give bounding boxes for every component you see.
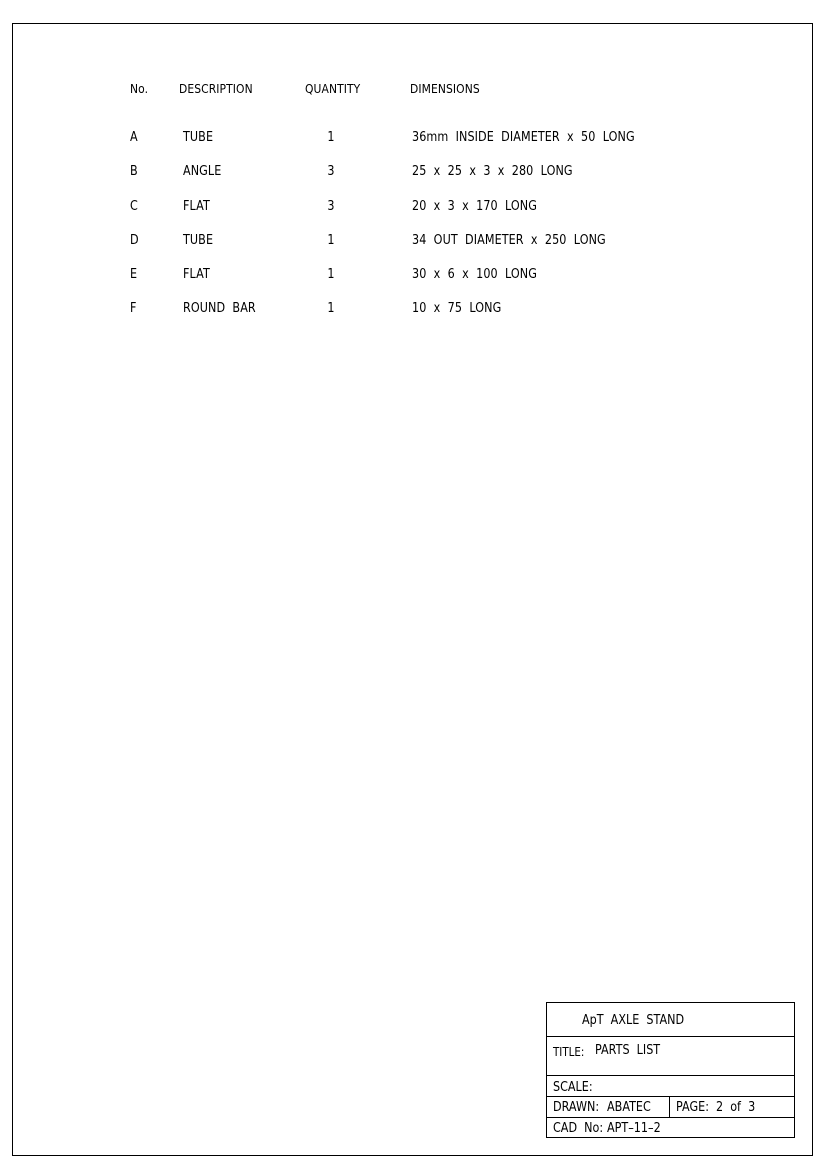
row-a-quantity: 1 (327, 130, 335, 145)
row-c-dimensions: 20 x 3 x 170 LONG (412, 199, 538, 214)
row-d-dimensions: 34 OUT DIAMETER x 250 LONG (412, 233, 606, 248)
page-value: 2 of 3 (716, 1100, 756, 1115)
header-dimensions: DIMENSIONS (410, 81, 480, 96)
row-a-description: TUBE (183, 130, 214, 145)
header-no: No. (130, 81, 149, 96)
row-f-description: ROUND BAR (183, 301, 256, 316)
row-f-quantity: 1 (327, 301, 335, 316)
title-block-divider (547, 1096, 794, 1097)
row-a-no: A (130, 130, 138, 145)
drawing-border (12, 23, 813, 1156)
row-e-quantity: 1 (327, 267, 335, 282)
header-description: DESCRIPTION (179, 81, 253, 96)
row-b-no: B (130, 164, 138, 179)
title-block-divider (547, 1036, 794, 1037)
drawn-value: ABATEC (607, 1100, 651, 1115)
title-label: TITLE: (553, 1045, 585, 1059)
scale-label: SCALE: (553, 1080, 593, 1095)
row-e-description: FLAT (183, 267, 210, 282)
row-c-quantity: 3 (327, 199, 335, 214)
row-f-no: F (130, 301, 137, 316)
row-c-description: FLAT (183, 199, 210, 214)
row-f-dimensions: 10 x 75 LONG (412, 301, 502, 316)
row-d-quantity: 1 (327, 233, 335, 248)
row-d-no: D (130, 233, 139, 248)
row-e-no: E (130, 267, 138, 282)
title-block-divider (547, 1117, 794, 1118)
row-e-dimensions: 30 x 6 x 100 LONG (412, 267, 538, 282)
cad-label: CAD No: (553, 1121, 604, 1136)
title-value: PARTS LIST (595, 1043, 661, 1058)
row-d-description: TUBE (183, 233, 214, 248)
row-b-description: ANGLE (183, 164, 222, 179)
page-label: PAGE: (676, 1100, 709, 1115)
title-block (546, 1002, 795, 1138)
project-name: ApT AXLE STAND (582, 1013, 685, 1028)
drawn-label: DRAWN: (553, 1100, 600, 1115)
row-b-dimensions: 25 x 25 x 3 x 280 LONG (412, 164, 573, 179)
title-block-divider (547, 1075, 794, 1076)
header-quantity: QUANTITY (305, 81, 361, 96)
row-c-no: C (130, 199, 138, 214)
row-b-quantity: 3 (327, 164, 335, 179)
title-block-column-divider (669, 1096, 670, 1117)
cad-value: APT–11–2 (607, 1121, 661, 1136)
row-a-dimensions: 36mm INSIDE DIAMETER x 50 LONG (412, 130, 635, 145)
